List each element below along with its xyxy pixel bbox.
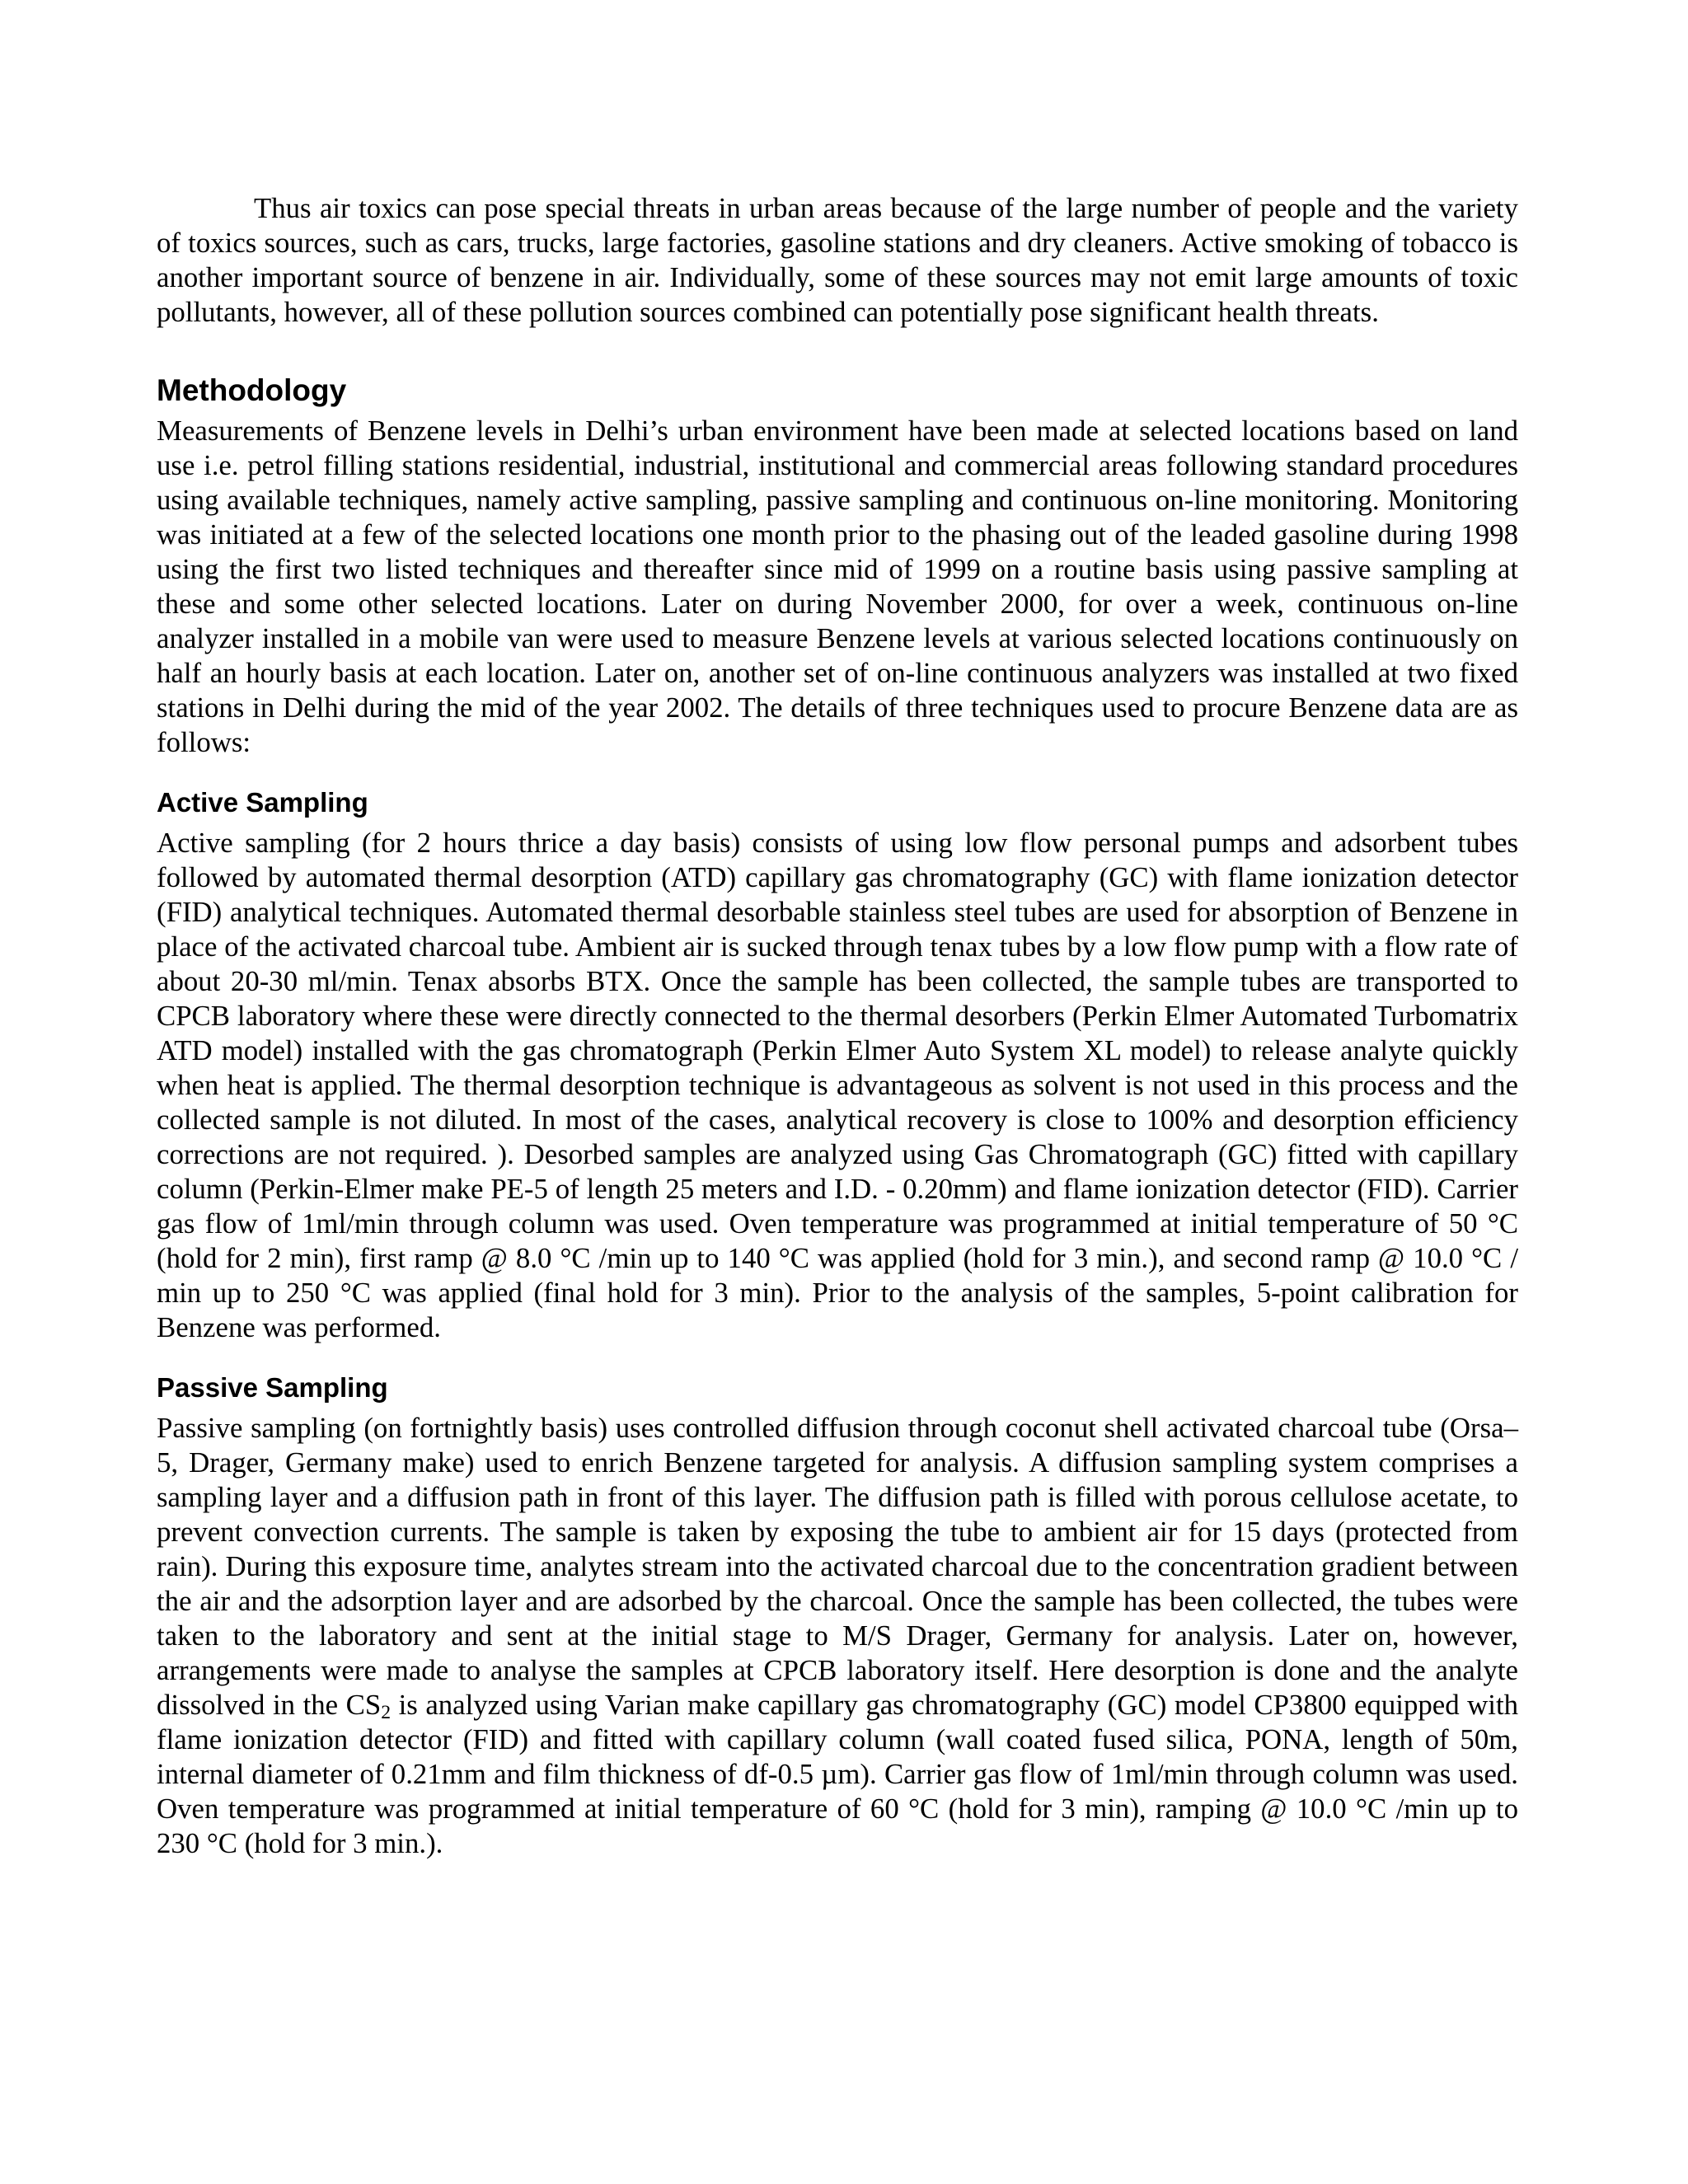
methodology-paragraph: Measurements of Benzene levels in Delhi’s urban environment have been made at selected locations based on land use i.e. petrol filling stations residential, industrial, institutional and commercial areas following standard procedures using available techniques, namely active sampling, passive sampling and continuous on-line monitoring. Monitoring was initiated at a few of the selected locations one month prior to the phasing out of the leaded gasoline during 1998 using the first two listed techniques and thereafter since mid of 1999 on a routine basis using passive sampling at these and some other selected locations. Later on during November 2000, for over a week, continuous on-line analyzer installed in a mobile van were used to measure Benzene levels at various selected locations continuously on half an hourly basis at each location. Later on, another set of on-line continuous analyzers was installed at two fixed stations in Delhi during the mid of the year 2002. The details of three techniques used to procure Benzene data are as follows: [157, 415, 1518, 758]
active-sampling-heading: Active Sampling [157, 787, 368, 818]
passive-sampling-paragraph [157, 1411, 1518, 1861]
intro-paragraph: Thus air toxics can pose special threats in urban areas because of the large number of people and the variety of toxics sources, such as cars, trucks, large factories, gasoline stations and dry cleaners. Active smoking of tobacco is another important source of benzene in air. Individually, some of these sources may not emit large amounts of toxic pollutants, however, all of these pollution sources combined can potentially pose significant health threats. [157, 192, 1518, 328]
cs2-subscript: 2 [381, 1702, 392, 1724]
active-sampling-paragraph: Active sampling (for 2 hours thrice a day basis) consists of using low flow personal pumps and adsorbent tubes followed by automated thermal desorption (ATD) capillary gas chromatography (GC) with flame ionization detector (FID) analytical techniques. Automated thermal desorbable stainless steel tubes are used for absorption of Benzene in place of the activated charcoal tube. Ambient air is sucked through tenax tubes by a low flow pump with a flow rate of about 20-30 ml/min. Tenax absorbs BTX. Once the sample has been collected, the sample tubes are transported to CPCB laboratory where these were directly connected to the thermal desorbers (Perkin Elmer Automated Turbomatrix ATD model) installed with the gas chromatograph (Perkin Elmer Auto System XL model) to release analyte quickly when heat is applied. The thermal desorption technique is advantageous as solvent is not used in this process and the collected sample is not diluted. In most of the cases, analytical recovery is close to 100% and desorption efficiency corrections are not required. ). Desorbed samples are analyzed using Gas Chromatograph (GC) fitted with capillary column (Perkin-Elmer make PE-5 of length 25 meters and I.D. - 0.20mm) and flame ionization detector (FID). Carrier gas flow of 1ml/min through column was used. Oven temperature was programmed at initial temperature of 50 °C (hold for 2 min), first ramp @ 8.0 °C /min up to 140 °C was applied (hold for 3 min.), and second ramp @ 10.0 °C / min up to 250 °C was applied (final hold for 3 min). Prior to the analysis of the samples, 5-point calibration for Benzene was performed. [157, 827, 1518, 1343]
document-page [157, 191, 1518, 1861]
passive-text-part-1: Passive sampling (on fortnightly basis) uses controlled diffusion through coconut shell activated charcoal tube (Orsa–5, Drager, Germany make) used to enrich Benzene targeted for analysis. A diffusion sampling system comprises a sampling layer and a diffusion path in front of this layer. The diffusion path is filled with porous cellulose acetate, to prevent convection currents. The sample is taken by exposing the tube to ambient air for 15 days (protected from rain). During this exposure time, analytes stream into the activated charcoal due to the concentration gradient between the air and the adsorption layer and are adsorbed by the charcoal. Once the sample has been collected, the tubes were taken to the laboratory and sent at the initial stage to M/S Drager, Germany for analysis. Later on, however, arrangements were made to analyse the samples at CPCB laboratory itself. Here desorption is done and the analyte dissolved in the CS [157, 1412, 1518, 1721]
passive-text-part-2: is analyzed using Varian make capillary gas chromatography (GC) model CP3800 equipped with flame ionization detector (FID) and fitted with capillary column (wall coated fused silica, PONA, length of 50m, internal diameter of 0.21mm and film thickness of df-0.5 µm). Carrier gas flow of 1ml/min through column was used. Oven temperature was programmed at initial temperature of 60 °C (hold for 3 min), ramping @ 10.0 °C /min up to 230 °C (hold for 3 min.). [157, 1689, 1519, 1859]
passive-sampling-heading: Passive Sampling [157, 1372, 388, 1403]
methodology-heading: Methodology [157, 373, 347, 407]
